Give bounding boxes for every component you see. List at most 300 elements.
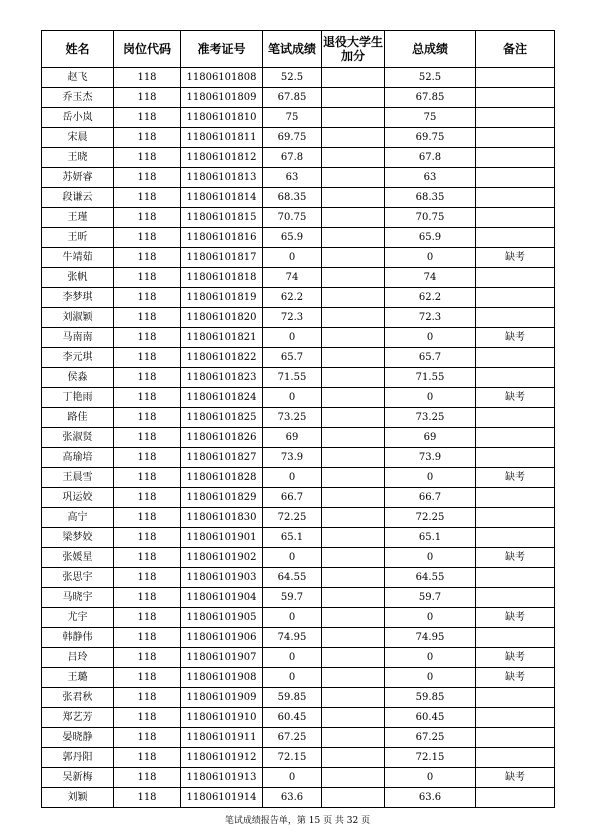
cell-name: 梁梦姣 (42, 528, 114, 548)
cell-exam-number: 11806101817 (181, 248, 263, 268)
header-total-score: 总成绩 (385, 31, 476, 68)
cell-exam-number: 11806101821 (181, 328, 263, 348)
cell-remarks (476, 208, 555, 228)
cell-name: 刘淑颖 (42, 308, 114, 328)
cell-remarks: 缺考 (476, 768, 555, 788)
cell-total-score: 60.45 (385, 708, 476, 728)
table-row (42, 148, 555, 168)
cell-remarks (476, 728, 555, 748)
cell-name: 吴新梅 (42, 768, 114, 788)
cell-name: 王璐 (42, 668, 114, 688)
cell-exam-number: 11806101908 (181, 668, 263, 688)
table-row (42, 508, 555, 528)
table-row (42, 668, 555, 688)
cell-veteran-bonus (322, 428, 385, 448)
cell-veteran-bonus (322, 108, 385, 128)
cell-position-code: 118 (114, 668, 181, 688)
cell-written-score: 0 (263, 328, 322, 348)
table-row (42, 328, 555, 348)
cell-remarks (476, 628, 555, 648)
table-row (42, 788, 555, 808)
cell-name: 晏晓静 (42, 728, 114, 748)
page-footer: 笔试成绩报告单，第 15 页 共 32 页 (224, 816, 371, 826)
table-row (42, 568, 555, 588)
cell-veteran-bonus (322, 668, 385, 688)
cell-veteran-bonus (322, 208, 385, 228)
cell-name: 张媛星 (42, 548, 114, 568)
cell-total-score: 74 (385, 268, 476, 288)
cell-name: 韩静伟 (42, 628, 114, 648)
cell-veteran-bonus (322, 688, 385, 708)
cell-position-code: 118 (114, 428, 181, 448)
cell-remarks (476, 408, 555, 428)
cell-position-code: 118 (114, 368, 181, 388)
table-row (42, 488, 555, 508)
cell-exam-number: 11806101901 (181, 528, 263, 548)
cell-exam-number: 11806101903 (181, 568, 263, 588)
cell-total-score: 0 (385, 608, 476, 628)
cell-total-score: 73.9 (385, 448, 476, 468)
cell-veteran-bonus (322, 568, 385, 588)
cell-remarks: 缺考 (476, 668, 555, 688)
cell-total-score: 67.8 (385, 148, 476, 168)
cell-position-code: 118 (114, 248, 181, 268)
cell-total-score: 67.25 (385, 728, 476, 748)
cell-veteran-bonus (322, 308, 385, 328)
cell-veteran-bonus (322, 728, 385, 748)
cell-exam-number: 11806101815 (181, 208, 263, 228)
cell-exam-number: 11806101813 (181, 168, 263, 188)
cell-total-score: 0 (385, 668, 476, 688)
cell-remarks (476, 448, 555, 468)
cell-veteran-bonus (322, 268, 385, 288)
cell-position-code: 118 (114, 608, 181, 628)
cell-total-score: 71.55 (385, 368, 476, 388)
cell-position-code: 118 (114, 188, 181, 208)
header-written-score: 笔试成绩 (263, 31, 322, 68)
cell-position-code: 118 (114, 148, 181, 168)
table-row (42, 128, 555, 148)
cell-exam-number: 11806101822 (181, 348, 263, 368)
cell-exam-number: 11806101808 (181, 68, 263, 88)
cell-remarks (476, 528, 555, 548)
cell-remarks (476, 188, 555, 208)
cell-position-code: 118 (114, 208, 181, 228)
cell-written-score: 70.75 (263, 208, 322, 228)
cell-total-score: 0 (385, 388, 476, 408)
cell-name: 张君秋 (42, 688, 114, 708)
cell-name: 王瑾 (42, 208, 114, 228)
cell-position-code: 118 (114, 508, 181, 528)
cell-total-score: 69 (385, 428, 476, 448)
cell-written-score: 65.9 (263, 228, 322, 248)
table-row (42, 688, 555, 708)
cell-veteran-bonus (322, 68, 385, 88)
cell-remarks (476, 168, 555, 188)
cell-remarks (476, 748, 555, 768)
cell-position-code: 118 (114, 588, 181, 608)
cell-written-score: 59.85 (263, 688, 322, 708)
cell-position-code: 118 (114, 348, 181, 368)
cell-total-score: 63 (385, 168, 476, 188)
table-row (42, 388, 555, 408)
cell-written-score: 0 (263, 608, 322, 628)
cell-remarks (476, 68, 555, 88)
cell-position-code: 118 (114, 728, 181, 748)
cell-exam-number: 11806101829 (181, 488, 263, 508)
cell-written-score: 71.55 (263, 368, 322, 388)
cell-written-score: 0 (263, 248, 322, 268)
cell-veteran-bonus (322, 448, 385, 468)
table-row (42, 468, 555, 488)
cell-position-code: 118 (114, 768, 181, 788)
cell-written-score: 0 (263, 768, 322, 788)
cell-veteran-bonus (322, 408, 385, 428)
cell-position-code: 118 (114, 688, 181, 708)
cell-veteran-bonus (322, 508, 385, 528)
cell-veteran-bonus (322, 88, 385, 108)
cell-total-score: 59.7 (385, 588, 476, 608)
cell-remarks (476, 488, 555, 508)
cell-name: 牛靖茹 (42, 248, 114, 268)
cell-total-score: 65.7 (385, 348, 476, 368)
table-row (42, 348, 555, 368)
header-exam-number: 准考证号 (181, 31, 263, 68)
cell-exam-number: 11806101912 (181, 748, 263, 768)
cell-remarks (476, 508, 555, 528)
cell-exam-number: 11806101828 (181, 468, 263, 488)
cell-remarks (476, 368, 555, 388)
table-row (42, 268, 555, 288)
cell-remarks (476, 128, 555, 148)
cell-exam-number: 11806101913 (181, 768, 263, 788)
cell-name: 高宁 (42, 508, 114, 528)
cell-written-score: 73.25 (263, 408, 322, 428)
cell-total-score: 73.25 (385, 408, 476, 428)
cell-remarks (476, 308, 555, 328)
cell-name: 王晨雪 (42, 468, 114, 488)
table-row (42, 68, 555, 88)
cell-total-score: 75 (385, 108, 476, 128)
cell-total-score: 69.75 (385, 128, 476, 148)
cell-total-score: 0 (385, 768, 476, 788)
cell-remarks: 缺考 (476, 328, 555, 348)
table-row (42, 528, 555, 548)
cell-name: 段谦云 (42, 188, 114, 208)
cell-exam-number: 11806101824 (181, 388, 263, 408)
cell-exam-number: 11806101910 (181, 708, 263, 728)
table-row (42, 588, 555, 608)
cell-position-code: 118 (114, 268, 181, 288)
cell-total-score: 74.95 (385, 628, 476, 648)
cell-position-code: 118 (114, 748, 181, 768)
cell-remarks: 缺考 (476, 608, 555, 628)
cell-veteran-bonus (322, 288, 385, 308)
cell-position-code: 118 (114, 308, 181, 328)
cell-exam-number: 11806101810 (181, 108, 263, 128)
cell-total-score: 68.35 (385, 188, 476, 208)
cell-veteran-bonus (322, 708, 385, 728)
cell-written-score: 62.2 (263, 288, 322, 308)
cell-position-code: 118 (114, 168, 181, 188)
table-row (42, 548, 555, 568)
table-row (42, 428, 555, 448)
cell-veteran-bonus (322, 468, 385, 488)
cell-total-score: 64.55 (385, 568, 476, 588)
header-row (42, 31, 555, 68)
cell-total-score: 70.75 (385, 208, 476, 228)
cell-total-score: 72.15 (385, 748, 476, 768)
cell-veteran-bonus (322, 528, 385, 548)
cell-position-code: 118 (114, 68, 181, 88)
cell-remarks (476, 788, 555, 808)
cell-exam-number: 11806101911 (181, 728, 263, 748)
cell-veteran-bonus (322, 768, 385, 788)
table-row (42, 728, 555, 748)
cell-position-code: 118 (114, 788, 181, 808)
cell-written-score: 0 (263, 668, 322, 688)
cell-position-code: 118 (114, 548, 181, 568)
header-remarks: 备注 (476, 31, 555, 68)
cell-written-score: 74 (263, 268, 322, 288)
cell-name: 李元琪 (42, 348, 114, 368)
cell-total-score: 67.85 (385, 88, 476, 108)
cell-written-score: 72.25 (263, 508, 322, 528)
cell-veteran-bonus (322, 488, 385, 508)
cell-veteran-bonus (322, 248, 385, 268)
cell-name: 侯淼 (42, 368, 114, 388)
cell-total-score: 0 (385, 548, 476, 568)
cell-position-code: 118 (114, 128, 181, 148)
cell-written-score: 0 (263, 548, 322, 568)
table-row (42, 208, 555, 228)
cell-position-code: 118 (114, 488, 181, 508)
cell-written-score: 65.1 (263, 528, 322, 548)
cell-exam-number: 11806101904 (181, 588, 263, 608)
cell-remarks: 缺考 (476, 388, 555, 408)
cell-written-score: 67.25 (263, 728, 322, 748)
cell-written-score: 72.15 (263, 748, 322, 768)
cell-written-score: 69 (263, 428, 322, 448)
cell-total-score: 65.1 (385, 528, 476, 548)
cell-exam-number: 11806101909 (181, 688, 263, 708)
cell-name: 尤宇 (42, 608, 114, 628)
cell-total-score: 63.6 (385, 788, 476, 808)
cell-written-score: 64.55 (263, 568, 322, 588)
score-table (41, 30, 555, 808)
cell-position-code: 118 (114, 448, 181, 468)
cell-exam-number: 11806101811 (181, 128, 263, 148)
cell-written-score: 73.9 (263, 448, 322, 468)
cell-remarks (476, 268, 555, 288)
cell-name: 张帆 (42, 268, 114, 288)
cell-exam-number: 11806101907 (181, 648, 263, 668)
cell-exam-number: 11806101905 (181, 608, 263, 628)
cell-remarks (476, 348, 555, 368)
cell-exam-number: 11806101809 (181, 88, 263, 108)
cell-written-score: 69.75 (263, 128, 322, 148)
cell-total-score: 66.7 (385, 488, 476, 508)
cell-veteran-bonus (322, 148, 385, 168)
cell-position-code: 118 (114, 468, 181, 488)
cell-written-score: 74.95 (263, 628, 322, 648)
cell-total-score: 65.9 (385, 228, 476, 248)
table-row (42, 248, 555, 268)
cell-exam-number: 11806101820 (181, 308, 263, 328)
cell-position-code: 118 (114, 408, 181, 428)
cell-written-score: 59.7 (263, 588, 322, 608)
cell-remarks: 缺考 (476, 248, 555, 268)
cell-remarks (476, 148, 555, 168)
table-row (42, 708, 555, 728)
cell-remarks (476, 288, 555, 308)
cell-remarks: 缺考 (476, 468, 555, 488)
cell-veteran-bonus (322, 648, 385, 668)
cell-written-score: 66.7 (263, 488, 322, 508)
cell-exam-number: 11806101818 (181, 268, 263, 288)
cell-position-code: 118 (114, 388, 181, 408)
cell-exam-number: 11806101823 (181, 368, 263, 388)
cell-name: 赵飞 (42, 68, 114, 88)
cell-name: 张淑贤 (42, 428, 114, 448)
cell-name: 高瑜培 (42, 448, 114, 468)
cell-remarks (476, 88, 555, 108)
cell-remarks (476, 688, 555, 708)
cell-exam-number: 11806101902 (181, 548, 263, 568)
cell-name: 马南南 (42, 328, 114, 348)
cell-veteran-bonus (322, 628, 385, 648)
cell-remarks (476, 228, 555, 248)
cell-written-score: 72.3 (263, 308, 322, 328)
cell-exam-number: 11806101827 (181, 448, 263, 468)
cell-written-score: 75 (263, 108, 322, 128)
cell-name: 巩运姣 (42, 488, 114, 508)
cell-written-score: 65.7 (263, 348, 322, 368)
cell-exam-number: 11806101825 (181, 408, 263, 428)
cell-exam-number: 11806101814 (181, 188, 263, 208)
cell-remarks (476, 108, 555, 128)
table-row (42, 308, 555, 328)
cell-name: 王昕 (42, 228, 114, 248)
cell-veteran-bonus (322, 168, 385, 188)
cell-position-code: 118 (114, 628, 181, 648)
cell-position-code: 118 (114, 88, 181, 108)
cell-veteran-bonus (322, 388, 385, 408)
cell-position-code: 118 (114, 288, 181, 308)
table-row (42, 228, 555, 248)
cell-name: 王晓 (42, 148, 114, 168)
cell-position-code: 118 (114, 648, 181, 668)
cell-veteran-bonus (322, 548, 385, 568)
cell-exam-number: 11806101830 (181, 508, 263, 528)
cell-veteran-bonus (322, 348, 385, 368)
cell-position-code: 118 (114, 328, 181, 348)
cell-remarks: 缺考 (476, 648, 555, 668)
table-row (42, 288, 555, 308)
cell-exam-number: 11806101906 (181, 628, 263, 648)
cell-veteran-bonus (322, 128, 385, 148)
table-row (42, 188, 555, 208)
cell-veteran-bonus (322, 588, 385, 608)
cell-position-code: 118 (114, 528, 181, 548)
cell-name: 路佳 (42, 408, 114, 428)
cell-remarks: 缺考 (476, 548, 555, 568)
cell-veteran-bonus (322, 188, 385, 208)
table-row (42, 768, 555, 788)
cell-total-score: 0 (385, 328, 476, 348)
cell-written-score: 60.45 (263, 708, 322, 728)
table-row (42, 368, 555, 388)
cell-position-code: 118 (114, 568, 181, 588)
cell-name: 马晓宇 (42, 588, 114, 608)
cell-veteran-bonus (322, 328, 385, 348)
table-row (42, 648, 555, 668)
cell-veteran-bonus (322, 368, 385, 388)
cell-written-score: 0 (263, 388, 322, 408)
table-body (42, 68, 555, 808)
cell-veteran-bonus (322, 748, 385, 768)
table-row (42, 408, 555, 428)
cell-name: 岳小岚 (42, 108, 114, 128)
cell-name: 吕玲 (42, 648, 114, 668)
cell-total-score: 59.85 (385, 688, 476, 708)
cell-veteran-bonus (322, 788, 385, 808)
cell-name: 苏妍睿 (42, 168, 114, 188)
cell-total-score: 72.25 (385, 508, 476, 528)
cell-name: 张思宇 (42, 568, 114, 588)
cell-total-score: 62.2 (385, 288, 476, 308)
cell-written-score: 67.8 (263, 148, 322, 168)
table-row (42, 448, 555, 468)
table-row (42, 88, 555, 108)
cell-written-score: 52.5 (263, 68, 322, 88)
header-name: 姓名 (42, 31, 114, 68)
cell-name: 宋晨 (42, 128, 114, 148)
table-row (42, 628, 555, 648)
cell-name: 丁艳雨 (42, 388, 114, 408)
cell-position-code: 118 (114, 228, 181, 248)
cell-remarks (476, 428, 555, 448)
header-position-code: 岗位代码 (114, 31, 181, 68)
table-row (42, 168, 555, 188)
cell-written-score: 67.85 (263, 88, 322, 108)
table-row (42, 108, 555, 128)
table-row (42, 608, 555, 628)
cell-written-score: 63 (263, 168, 322, 188)
table-row (42, 748, 555, 768)
cell-written-score: 68.35 (263, 188, 322, 208)
cell-name: 郑艺芳 (42, 708, 114, 728)
cell-remarks (476, 708, 555, 728)
cell-name: 郭丹阳 (42, 748, 114, 768)
cell-total-score: 52.5 (385, 68, 476, 88)
cell-name: 李梦琪 (42, 288, 114, 308)
cell-total-score: 72.3 (385, 308, 476, 328)
cell-veteran-bonus (322, 608, 385, 628)
cell-exam-number: 11806101914 (181, 788, 263, 808)
cell-exam-number: 11806101816 (181, 228, 263, 248)
cell-veteran-bonus (322, 228, 385, 248)
cell-position-code: 118 (114, 708, 181, 728)
cell-name: 乔玉杰 (42, 88, 114, 108)
cell-position-code: 118 (114, 108, 181, 128)
cell-exam-number: 11806101812 (181, 148, 263, 168)
header-veteran-bonus: 退役大学生加分 (322, 31, 385, 68)
cell-exam-number: 11806101826 (181, 428, 263, 448)
cell-remarks (476, 588, 555, 608)
cell-total-score: 0 (385, 468, 476, 488)
cell-written-score: 0 (263, 648, 322, 668)
